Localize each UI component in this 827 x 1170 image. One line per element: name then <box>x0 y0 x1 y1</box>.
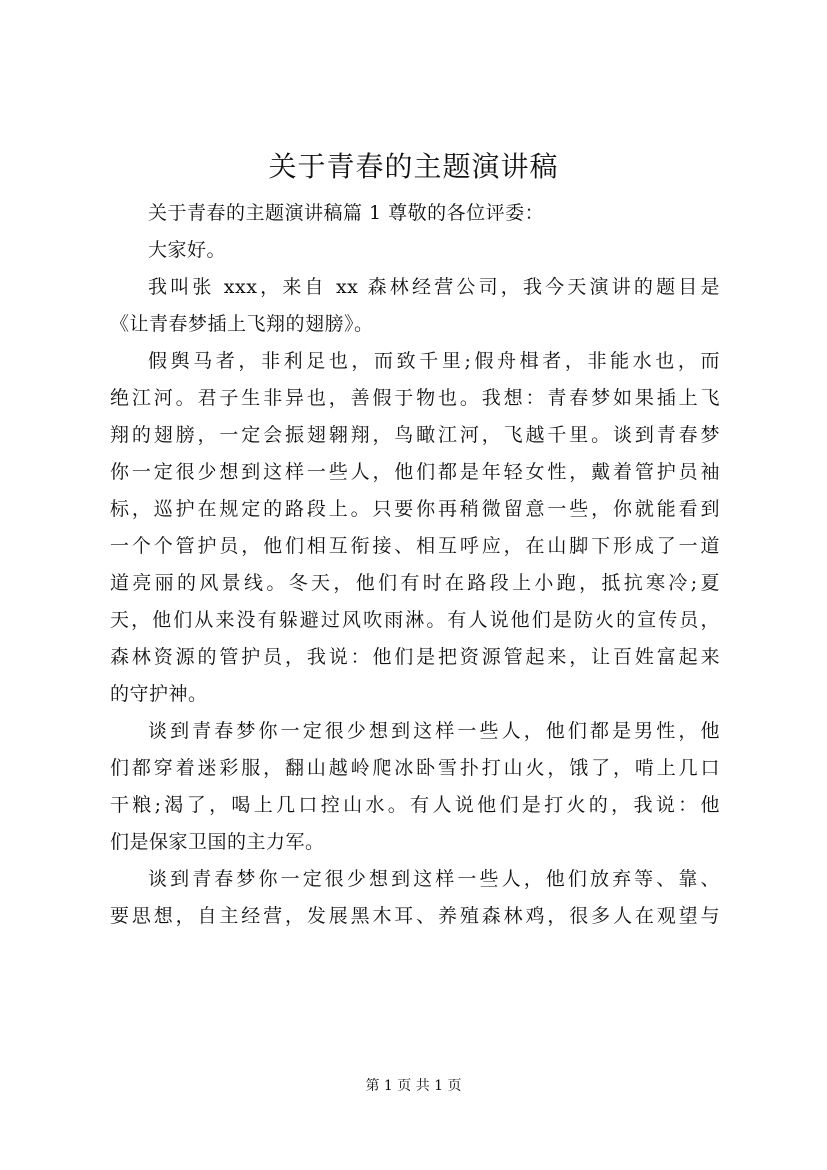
paragraph-1 <box>110 195 720 232</box>
text-line: 要思想，自主经营，发展黑木耳、养殖森林鸡，很多人在观望与 <box>110 905 720 927</box>
text-line: 标，巡护在规定的路段上。只要你再稍微留意一些，你就能看到 <box>110 498 720 520</box>
text-line: 关于青春的主题演讲稿篇 1 尊敬的各位评委： <box>148 202 545 224</box>
text-line: 一个个管护员，他们相互衔接、相互呼应，在山脚下形成了一道 <box>110 535 720 557</box>
text-line: 大家好。 <box>148 239 227 261</box>
text-line: 假舆马者，非利足也，而致千里;假舟楫者，非能水也，而 <box>148 350 720 372</box>
paragraph-5 <box>110 713 720 861</box>
paragraph-2 <box>110 232 720 269</box>
page-footer: 第 1 页 共 1 页 <box>365 1078 462 1094</box>
text-line: 《让青春梦插上飞翔的翅膀》。 <box>110 313 374 335</box>
text-line: 你一定很少想到这样一些人，他们都是年轻女性，戴着管护员袖 <box>110 461 720 483</box>
document-body <box>110 195 720 935</box>
text-line: 绝江河。君子生非异也，善假于物也。我想：青春梦如果插上飞 <box>110 387 720 409</box>
text-line: 翔的翅膀，一定会振翅翱翔，鸟瞰江河，飞越千里。谈到青春梦 <box>110 424 720 446</box>
text-line: 谈到青春梦你一定很少想到这样一些人，他们都是男性，他 <box>148 720 720 742</box>
text-line: 道亮丽的风景线。冬天，他们有时在路段上小跑，抵抗寒冷;夏 <box>110 572 720 594</box>
text-line: 天，他们从来没有躲避过风吹雨淋。有人说他们是防火的宣传员， <box>110 609 720 631</box>
text-line: 干粮;渴了，喝上几口控山水。有人说他们是打火的，我说：他 <box>110 794 720 816</box>
paragraph-6 <box>110 861 720 935</box>
text-line: 们是保家卫国的主力军。 <box>110 831 325 853</box>
text-line: 的守护神。 <box>110 683 208 705</box>
paragraph-3 <box>110 269 720 343</box>
text-line: 森林资源的管护员，我说：他们是把资源管起来，让百姓富起来 <box>110 646 720 668</box>
document-title: 关于青春的主题演讲稿 <box>268 150 559 183</box>
paragraph-4 <box>110 343 720 713</box>
text-line: 谈到青春梦你一定很少想到这样一些人，他们放弃等、靠、 <box>148 868 720 890</box>
text-line: 们都穿着迷彩服，翻山越岭爬冰卧雪扑打山火，饿了，啃上几口 <box>110 757 720 779</box>
text-line: 我叫张 xxx，来自 xx 森林经营公司，我今天演讲的题目是 <box>148 276 720 298</box>
